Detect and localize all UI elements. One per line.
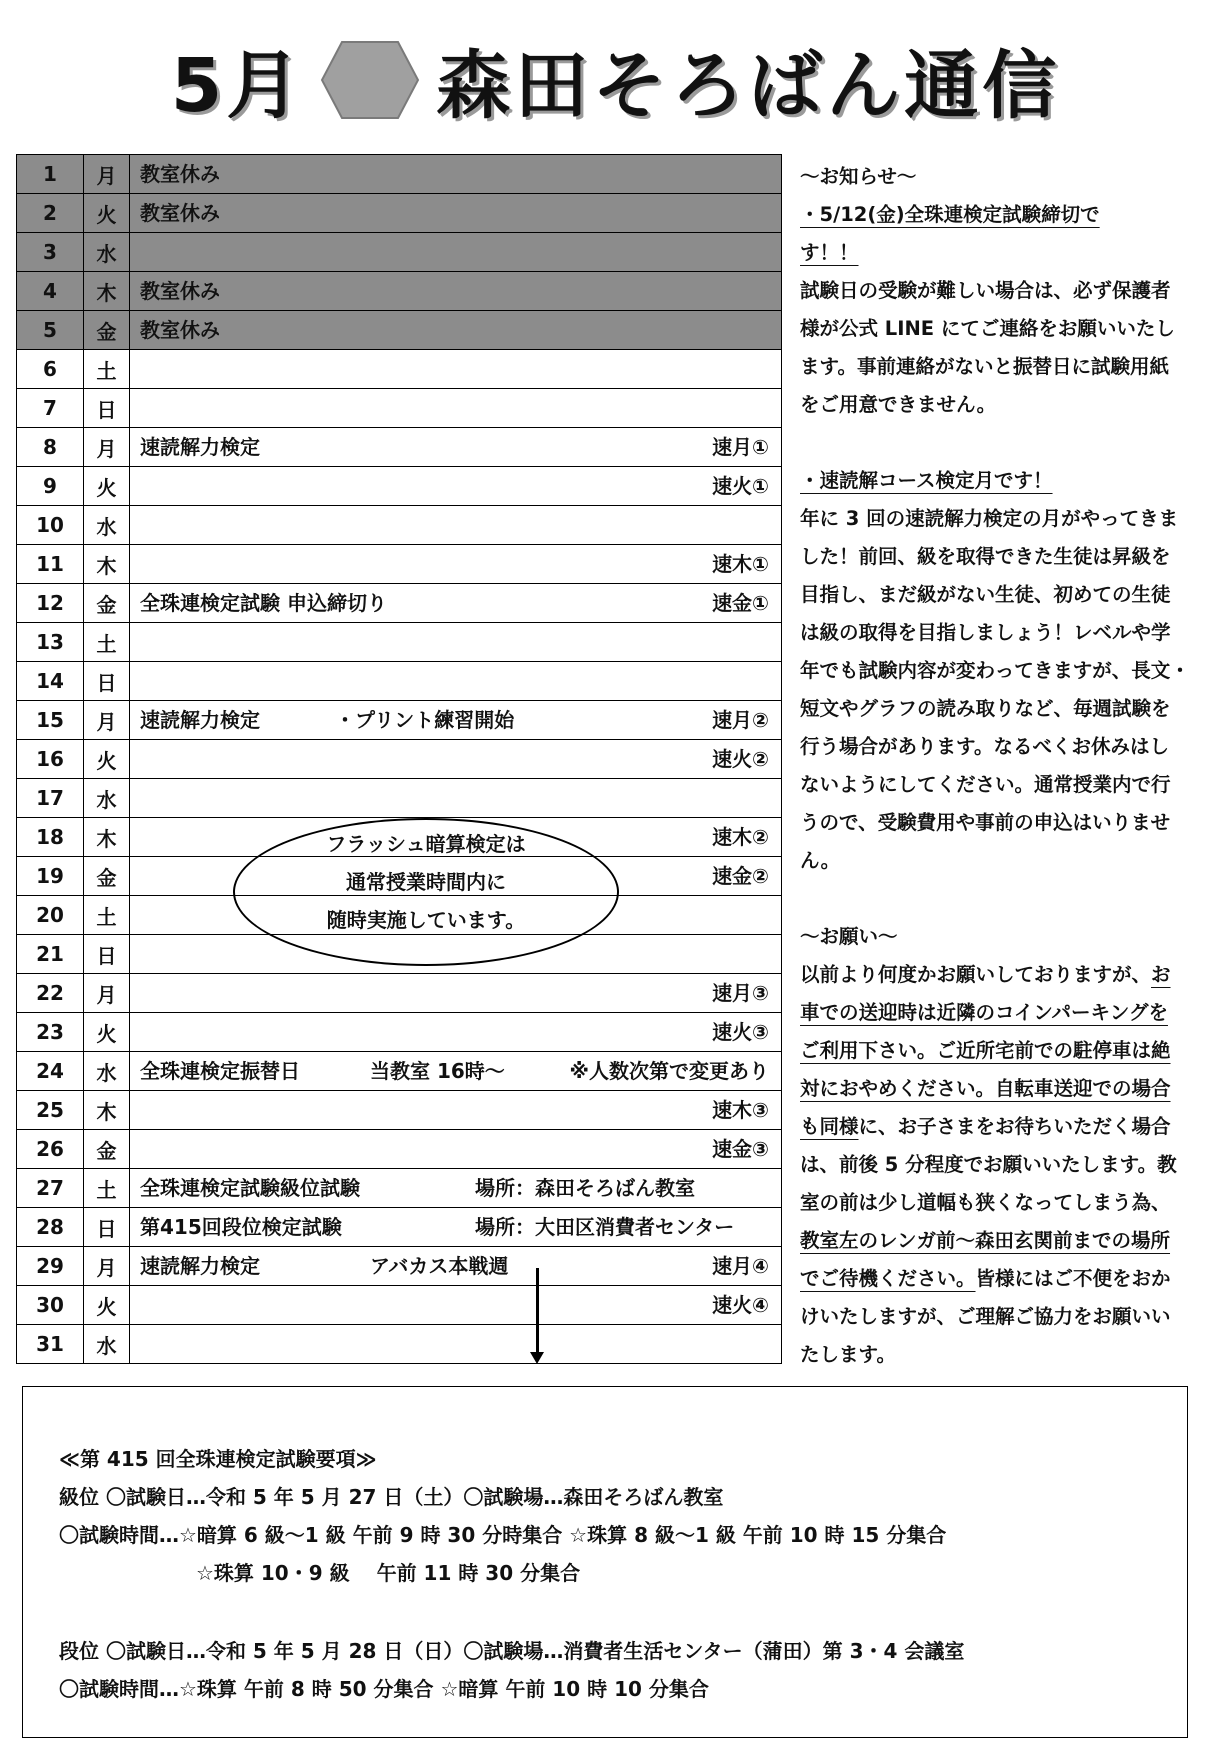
calendar-day-number: 18 <box>17 818 84 857</box>
calendar-class-tag: 速月① <box>712 435 769 459</box>
calendar-event-cell <box>130 584 782 623</box>
calendar-class-tag: 速火① <box>712 474 769 498</box>
calendar-weekday: 木 <box>84 272 130 311</box>
calendar-event-cell <box>130 1208 782 1247</box>
calendar-weekday: 金 <box>84 311 130 350</box>
calendar-day-number: 5 <box>17 311 84 350</box>
calendar-weekday: 水 <box>84 779 130 818</box>
calendar-weekday: 木 <box>84 1091 130 1130</box>
exam-info-title: ≪第 415 回全珠連検定試験要項≫ <box>59 1447 377 1471</box>
request-line-4: 対におやめください。自転車送迎での場合 <box>800 1077 1171 1100</box>
calendar-weekday: 土 <box>84 896 130 935</box>
calendar-class-tag: 速金③ <box>712 1137 769 1161</box>
calendar-row <box>17 194 782 233</box>
calendar-weekday: 日 <box>84 662 130 701</box>
calendar-day-number: 28 <box>17 1208 84 1247</box>
request-line-1b: お <box>1151 963 1171 986</box>
calendar-event-cell <box>130 1130 782 1169</box>
calendar-event-cell <box>130 467 782 506</box>
calendar-weekday: 火 <box>84 467 130 506</box>
calendar-event-note: ・プリント練習開始 <box>335 708 515 732</box>
exam-info-box <box>22 1386 1188 1738</box>
notice-2-body-4: は級の取得を目指しましょう！レベルや学 <box>800 621 1171 644</box>
calendar-weekday: 日 <box>84 389 130 428</box>
calendar-weekday: 日 <box>84 1208 130 1247</box>
calendar-event-note: 場所：大田区消費者センター <box>475 1215 735 1239</box>
calendar-row <box>17 1091 782 1130</box>
request-line-3: ご利用下さい。ご近所宅前での駐停車は絶 <box>800 1039 1171 1062</box>
title-month: 5月 <box>170 43 305 129</box>
notice-2-body-2: した！前回、級を取得できた生徒は昇級を <box>800 545 1171 568</box>
calendar-row <box>17 1325 782 1364</box>
exam-kyu-line-1: 級位 〇試験日…令和 5 年 5 月 27 日（土）〇試験場…森田そろばん教室 <box>59 1485 724 1509</box>
notice-2-body-5: 年でも試験内容が変わってきますが、長文・ <box>800 659 1190 682</box>
request-line-5b: に、お子さまをお待ちいただく場合 <box>858 1115 1171 1138</box>
title-text: 森田そろばん通信 <box>436 43 1061 129</box>
notice-2-body-6: 短文やグラフの読み取りなど、毎週試験を <box>800 697 1171 720</box>
exam-dan-line-2: 〇試験時間…☆珠算 午前 8 時 50 分集合 ☆暗算 午前 10 時 10 分集合 <box>59 1677 709 1701</box>
request-line-10: けいたしますが、ご理解ご協力をお願いい <box>800 1305 1171 1328</box>
notice-2-title: ・速読解コース検定月です！ <box>800 469 1053 492</box>
calendar-day-number: 17 <box>17 779 84 818</box>
calendar-class-tag: 速木② <box>712 825 769 849</box>
calendar-class-tag: 速金① <box>712 591 769 615</box>
calendar-class-tag: ※人数次第で変更あり <box>569 1059 769 1083</box>
calendar-weekday: 金 <box>84 1130 130 1169</box>
calendar-event-cell <box>130 389 782 428</box>
notice-1-title-a: ・5/12(金)全珠連検定試験締切で <box>800 203 1100 226</box>
calendar-day-number: 10 <box>17 506 84 545</box>
calendar-event-cell <box>130 194 782 233</box>
calendar-day-number: 13 <box>17 623 84 662</box>
request-line-9a: でご待機ください。 <box>800 1267 976 1290</box>
calendar-day-number: 11 <box>17 545 84 584</box>
calendar-event-cell <box>130 1052 782 1091</box>
calendar-event: 速読解力検定 <box>140 435 260 459</box>
notice-1-body-4: をご用意できません。 <box>800 393 997 416</box>
hexagon-icon <box>318 38 422 122</box>
notice-2-body-10: ん。 <box>800 849 841 872</box>
calendar-event-cell <box>130 311 782 350</box>
calendar-weekday: 月 <box>84 155 130 194</box>
calendar-day-number: 25 <box>17 1091 84 1130</box>
calendar-event: 全珠連検定試験 申込締切り <box>140 591 387 615</box>
calendar-row <box>17 467 782 506</box>
calendar-event-note: 場所：森田そろばん教室 <box>475 1176 695 1200</box>
calendar-class-tag: 速月② <box>712 708 769 732</box>
notices-panel <box>800 158 1210 1374</box>
calendar-row <box>17 1013 782 1052</box>
page-title <box>0 30 1231 130</box>
calendar-row <box>17 701 782 740</box>
calendar-event-cell <box>130 350 782 389</box>
request-line-2: 車での送迎時は近隣のコインパーキングを <box>800 1001 1168 1024</box>
calendar-row <box>17 740 782 779</box>
calendar-weekday: 火 <box>84 1013 130 1052</box>
calendar-day-number: 27 <box>17 1169 84 1208</box>
calendar-row <box>17 623 782 662</box>
calendar-day-number: 19 <box>17 857 84 896</box>
calendar-event-cell <box>130 1169 782 1208</box>
notice-2-body-3: 目指し、まだ級がない生徒、初めての生徒 <box>800 583 1171 606</box>
calendar-weekday: 火 <box>84 194 130 233</box>
calendar-event-cell <box>130 662 782 701</box>
calendar-weekday: 水 <box>84 1325 130 1364</box>
calendar-event-cell <box>130 1013 782 1052</box>
calendar-row <box>17 1052 782 1091</box>
calendar-day-number: 29 <box>17 1247 84 1286</box>
calendar-event-cell <box>130 155 782 194</box>
request-line-9b: 皆様にはご不便をおか <box>975 1267 1171 1290</box>
calendar-event: 第415回段位検定試験 <box>140 1215 342 1239</box>
notice-2-body-9: うので、受験費用や事前の申込はいりませ <box>800 811 1171 834</box>
calendar-event: 教室休み <box>140 318 220 342</box>
calendar-day-number: 20 <box>17 896 84 935</box>
calendar-class-tag: 速月③ <box>712 981 769 1005</box>
calendar-row <box>17 506 782 545</box>
calendar-weekday: 日 <box>84 935 130 974</box>
notice-2-body-8: ないようにしてください。通常授業内で行 <box>800 773 1171 796</box>
calendar-weekday: 木 <box>84 818 130 857</box>
notice-2-body-7: 行う場合があります。なるべくお休みはし <box>800 735 1169 758</box>
calendar-day-number: 15 <box>17 701 84 740</box>
calendar-weekday: 月 <box>84 974 130 1013</box>
calendar-class-tag: 速木③ <box>712 1098 769 1122</box>
calendar-event: 教室休み <box>140 279 220 303</box>
calendar-event: 教室休み <box>140 201 220 225</box>
flash-note-line-1: フラッシュ暗算検定は <box>326 832 526 856</box>
calendar-event-cell <box>130 1247 782 1286</box>
exam-kyu-line-3: ☆珠算 10・9 級 午前 11 時 30 分集合 <box>196 1561 581 1585</box>
calendar-class-tag: 速火③ <box>712 1020 769 1044</box>
calendar-event: 教室休み <box>140 162 220 186</box>
calendar-row <box>17 155 782 194</box>
calendar-event-cell <box>130 1325 782 1364</box>
calendar-row <box>17 428 782 467</box>
calendar-weekday: 土 <box>84 1169 130 1208</box>
calendar-weekday: 土 <box>84 350 130 389</box>
calendar-event-cell <box>130 1286 782 1325</box>
flash-note-line-2: 通常授業時間内に <box>346 870 506 894</box>
calendar-weekday: 金 <box>84 857 130 896</box>
calendar-day-number: 2 <box>17 194 84 233</box>
calendar-class-tag: 速金② <box>712 864 769 888</box>
calendar-event-note: アバカス本戦週 <box>370 1254 509 1278</box>
calendar-event: 速読解力検定 <box>140 1254 260 1278</box>
calendar-class-tag: 速木① <box>712 552 769 576</box>
calendar-day-number: 16 <box>17 740 84 779</box>
calendar-event-cell <box>130 701 782 740</box>
calendar-day-number: 23 <box>17 1013 84 1052</box>
request-line-6: は、前後 5 分程度でお願いいたします。教 <box>800 1153 1177 1176</box>
calendar-row <box>17 233 782 272</box>
calendar-table <box>16 154 782 1364</box>
arrow-down-icon <box>536 1268 539 1356</box>
notice-1-body-2: 様が公式 LINE にてご連絡をお願いいたし <box>800 317 1175 340</box>
request-line-1a: 以前より何度かお願いしておりますが、 <box>800 963 1152 986</box>
calendar-row <box>17 584 782 623</box>
calendar-day-number: 30 <box>17 1286 84 1325</box>
calendar-row <box>17 974 782 1013</box>
calendar-day-number: 24 <box>17 1052 84 1091</box>
calendar-weekday: 月 <box>84 1247 130 1286</box>
calendar-event-note: 当教室 16時～ <box>370 1059 505 1083</box>
calendar-day-number: 6 <box>17 350 84 389</box>
calendar-weekday: 金 <box>84 584 130 623</box>
calendar-day-number: 8 <box>17 428 84 467</box>
calendar-class-tag: 速火② <box>712 747 769 771</box>
calendar-weekday: 火 <box>84 1286 130 1325</box>
request-line-8: 教室左のレンガ前～森田玄関前までの場所 <box>800 1229 1171 1252</box>
calendar-event: 全珠連検定振替日 <box>140 1059 300 1083</box>
notice-1-body-3: ます。事前連絡がないと振替日に試験用紙 <box>800 355 1169 378</box>
calendar-day-number: 31 <box>17 1325 84 1364</box>
exam-kyu-line-2: 〇試験時間…☆暗算 6 級～1 級 午前 9 時 30 分時集合 ☆珠算 8 級～1 級 午前 10 時 15 分集合 <box>59 1523 947 1547</box>
calendar-event-cell <box>130 740 782 779</box>
calendar-day-number: 21 <box>17 935 84 974</box>
notice-2-body-1: 年に 3 回の速読解力検定の月がやってきま <box>800 507 1179 530</box>
calendar-row <box>17 779 782 818</box>
calendar-event-cell <box>130 623 782 662</box>
arrow-head-icon <box>530 1352 544 1364</box>
calendar-day-number: 4 <box>17 272 84 311</box>
request-line-5a: も同様 <box>800 1115 859 1138</box>
calendar-event-cell <box>130 233 782 272</box>
calendar-weekday: 木 <box>84 545 130 584</box>
calendar-day-number: 22 <box>17 974 84 1013</box>
calendar-row <box>17 1247 782 1286</box>
calendar-row <box>17 545 782 584</box>
calendar-day-number: 12 <box>17 584 84 623</box>
calendar-row <box>17 1286 782 1325</box>
calendar-row <box>17 389 782 428</box>
flash-note-line-3: 随時実施しています。 <box>326 908 526 932</box>
calendar-event-cell <box>130 545 782 584</box>
calendar-weekday: 水 <box>84 233 130 272</box>
calendar-day-number: 14 <box>17 662 84 701</box>
calendar-event-cell <box>130 506 782 545</box>
calendar-class-tag: 速火④ <box>712 1293 769 1317</box>
calendar-weekday: 火 <box>84 740 130 779</box>
calendar-day-number: 3 <box>17 233 84 272</box>
notice-1-title-b: す！！ <box>800 241 859 264</box>
calendar-event-cell <box>130 1091 782 1130</box>
calendar-day-number: 7 <box>17 389 84 428</box>
calendar-day-number: 1 <box>17 155 84 194</box>
calendar-event-cell <box>130 974 782 1013</box>
request-line-7: 室の前は少し道幅も狭くなってしまう為、 <box>800 1191 1171 1214</box>
calendar-weekday: 水 <box>84 506 130 545</box>
calendar-weekday: 水 <box>84 1052 130 1091</box>
calendar-event: 速読解力検定 <box>140 708 260 732</box>
notice-1-body-1: 試験日の受験が難しい場合は、必ず保護者 <box>800 279 1171 302</box>
calendar-row <box>17 1169 782 1208</box>
calendar-event-cell <box>130 779 782 818</box>
request-line-11: たします。 <box>800 1343 896 1366</box>
calendar-row <box>17 350 782 389</box>
calendar-day-number: 26 <box>17 1130 84 1169</box>
calendar-weekday: 月 <box>84 428 130 467</box>
calendar-class-tag: 速月④ <box>712 1254 769 1278</box>
notices-heading: ～お知らせ～ <box>800 165 917 188</box>
calendar-weekday: 月 <box>84 701 130 740</box>
calendar-event-cell <box>130 272 782 311</box>
calendar-event: 全珠連検定試験級位試験 <box>140 1176 360 1200</box>
calendar-row <box>17 1130 782 1169</box>
calendar-row <box>17 311 782 350</box>
calendar-day-number: 9 <box>17 467 84 506</box>
calendar-row <box>17 1208 782 1247</box>
request-heading: ～お願い～ <box>800 925 898 948</box>
exam-dan-line-1: 段位 〇試験日…令和 5 年 5 月 28 日（日）〇試験場…消費者生活センター（蒲田）第 3・4 会議室 <box>59 1639 965 1663</box>
calendar-row <box>17 662 782 701</box>
calendar-weekday: 土 <box>84 623 130 662</box>
calendar-row <box>17 272 782 311</box>
calendar-event-cell <box>130 428 782 467</box>
